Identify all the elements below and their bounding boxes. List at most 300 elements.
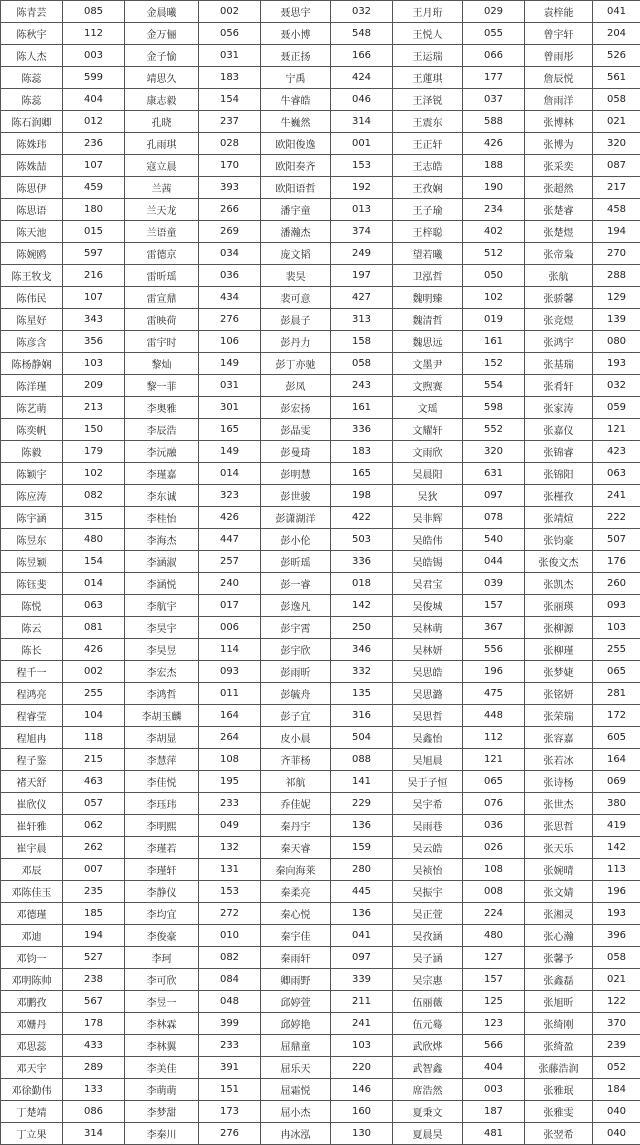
- number-cell: 281: [593, 683, 640, 705]
- name-cell: 雷宇时: [125, 331, 199, 353]
- name-cell: 李航宇: [125, 595, 199, 617]
- table-row: [1, 903, 640, 925]
- name-cell: 程旭冉: [1, 727, 63, 749]
- number-cell: 003: [63, 45, 125, 67]
- number-cell: 003: [463, 1079, 525, 1101]
- name-cell: 李海杰: [125, 529, 199, 551]
- number-cell: 255: [593, 639, 640, 661]
- number-cell: 396: [593, 925, 640, 947]
- number-cell: 056: [199, 23, 261, 45]
- number-cell: 184: [593, 1079, 640, 1101]
- number-cell: 243: [331, 375, 393, 397]
- name-cell: 宁禹: [261, 67, 331, 89]
- number-cell: 157: [463, 969, 525, 991]
- table-row: [1, 485, 640, 507]
- number-cell: 481: [463, 1123, 525, 1145]
- name-cell: 伍元蓦: [393, 1013, 463, 1035]
- number-cell: 463: [63, 771, 125, 793]
- number-cell: 159: [331, 837, 393, 859]
- name-cell: 陈秋宇: [1, 23, 63, 45]
- number-cell: 069: [593, 771, 640, 793]
- number-cell: 049: [199, 815, 261, 837]
- table-row: [1, 595, 640, 617]
- number-cell: 527: [63, 947, 125, 969]
- number-cell: 503: [331, 529, 393, 551]
- number-cell: 224: [463, 903, 525, 925]
- number-cell: 237: [199, 111, 261, 133]
- number-cell: 426: [63, 639, 125, 661]
- table-row: [1, 45, 640, 67]
- name-cell: 詹雨洋: [525, 89, 593, 111]
- table-row: [1, 309, 640, 331]
- number-cell: 266: [199, 199, 261, 221]
- number-cell: 026: [463, 837, 525, 859]
- table-row: [1, 265, 640, 287]
- name-cell: 李昊宇: [125, 617, 199, 639]
- number-cell: 084: [199, 969, 261, 991]
- name-cell: 张槿孜: [525, 485, 593, 507]
- name-cell: 张翌希: [525, 1123, 593, 1145]
- name-cell: 邱婷艳: [261, 1013, 331, 1035]
- table-row: [1, 749, 640, 771]
- number-cell: 504: [331, 727, 393, 749]
- name-cell: 彭一睿: [261, 573, 331, 595]
- number-cell: 141: [331, 771, 393, 793]
- name-cell: 王泽锐: [393, 89, 463, 111]
- name-cell: 丁立果: [1, 1123, 63, 1145]
- name-cell: 秦宇佳: [261, 925, 331, 947]
- number-cell: 121: [463, 749, 525, 771]
- name-cell: 陈昱东: [1, 529, 63, 551]
- name-cell: 邓钧一: [1, 947, 63, 969]
- name-cell: 秦丹宇: [261, 815, 331, 837]
- name-cell: 邓明陈帅: [1, 969, 63, 991]
- number-cell: 058: [331, 353, 393, 375]
- name-cell: 吴鑫怡: [393, 727, 463, 749]
- number-cell: 113: [593, 859, 640, 881]
- name-cell: 伍丽薇: [393, 991, 463, 1013]
- table-row: [1, 639, 640, 661]
- number-cell: 007: [63, 859, 125, 881]
- name-cell: 张嘉仪: [525, 419, 593, 441]
- table-row: [1, 331, 640, 353]
- name-cell: 卫泓哲: [393, 265, 463, 287]
- name-cell: 张钧豪: [525, 529, 593, 551]
- number-cell: 065: [463, 771, 525, 793]
- name-cell: 吴雨巷: [393, 815, 463, 837]
- name-cell: 彭晶雯: [261, 419, 331, 441]
- number-cell: 272: [199, 903, 261, 925]
- number-cell: 086: [63, 1101, 125, 1123]
- number-cell: 424: [331, 67, 393, 89]
- table-row: [1, 199, 640, 221]
- table-row: [1, 111, 640, 133]
- number-cell: 012: [63, 111, 125, 133]
- number-cell: 002: [199, 1, 261, 23]
- table-row: [1, 573, 640, 595]
- name-cell: 李美佳: [125, 1057, 199, 1079]
- name-cell: 席浩然: [393, 1079, 463, 1101]
- number-cell: 112: [63, 23, 125, 45]
- number-cell: 153: [199, 881, 261, 903]
- table-row: [1, 375, 640, 397]
- name-cell: 牛巍然: [261, 111, 331, 133]
- number-cell: 260: [593, 573, 640, 595]
- number-cell: 370: [593, 1013, 640, 1035]
- name-cell: 李梦甜: [125, 1101, 199, 1123]
- name-cell: 屈鼎童: [261, 1035, 331, 1057]
- name-cell: 彭曼琦: [261, 441, 331, 463]
- number-cell: 131: [199, 859, 261, 881]
- number-cell: 343: [63, 309, 125, 331]
- name-cell: 张绮盈: [525, 1035, 593, 1057]
- table-row: [1, 89, 640, 111]
- name-cell: 雷德京: [125, 243, 199, 265]
- number-cell: 028: [199, 133, 261, 155]
- name-cell: 康志毅: [125, 89, 199, 111]
- name-cell: 秦天睿: [261, 837, 331, 859]
- number-cell: 229: [331, 793, 393, 815]
- number-cell: 136: [331, 903, 393, 925]
- table-row: [1, 463, 640, 485]
- name-cell: 彭宏扬: [261, 397, 331, 419]
- name-cell: 张若冰: [525, 749, 593, 771]
- name-cell: 李明熙: [125, 815, 199, 837]
- number-cell: 082: [199, 947, 261, 969]
- number-cell: 320: [593, 133, 640, 155]
- name-cell: 程鸿亮: [1, 683, 63, 705]
- table-row: [1, 529, 640, 551]
- name-cell: 屈乐天: [261, 1057, 331, 1079]
- name-cell: 潘瀚杰: [261, 221, 331, 243]
- table-row: [1, 991, 640, 1013]
- table-row: [1, 815, 640, 837]
- number-cell: 122: [593, 991, 640, 1013]
- name-cell: 张心瀚: [525, 925, 593, 947]
- number-cell: 021: [593, 969, 640, 991]
- name-cell: 李昱一: [125, 991, 199, 1013]
- number-cell: 063: [593, 463, 640, 485]
- number-cell: 014: [199, 463, 261, 485]
- table-row: [1, 793, 640, 815]
- number-cell: 017: [199, 595, 261, 617]
- number-cell: 164: [593, 749, 640, 771]
- table-row: [1, 1079, 640, 1101]
- name-cell: 彭凤: [261, 375, 331, 397]
- table-row: [1, 969, 640, 991]
- name-cell: 张家涛: [525, 397, 593, 419]
- name-cell: 张世杰: [525, 793, 593, 815]
- name-cell: 金万俪: [125, 23, 199, 45]
- name-cell: 张骄馨: [525, 287, 593, 309]
- name-cell: 陈奕帆: [1, 419, 63, 441]
- name-cell: 陈艺萌: [1, 397, 63, 419]
- table-row: [1, 221, 640, 243]
- name-cell: 吴宇希: [393, 793, 463, 815]
- table-row: [1, 23, 640, 45]
- number-cell: 149: [199, 353, 261, 375]
- name-cell: 李涵淑: [125, 551, 199, 573]
- name-cell: 张荣瑞: [525, 705, 593, 727]
- name-cell: 魏思远: [393, 331, 463, 353]
- name-cell: 吴皓锡: [393, 551, 463, 573]
- name-cell: 李涵悦: [125, 573, 199, 595]
- number-cell: 249: [331, 243, 393, 265]
- number-cell: 323: [199, 485, 261, 507]
- name-cell: 李萌萌: [125, 1079, 199, 1101]
- number-cell: 085: [63, 1, 125, 23]
- number-cell: 526: [593, 45, 640, 67]
- name-cell: 张俊文杰: [525, 551, 593, 573]
- number-cell: 187: [463, 1101, 525, 1123]
- table-row: [1, 925, 640, 947]
- name-cell: 孔晓: [125, 111, 199, 133]
- number-cell: 255: [63, 683, 125, 705]
- name-cell: 彭逸凡: [261, 595, 331, 617]
- number-cell: 631: [463, 463, 525, 485]
- name-cell: 皮小晨: [261, 727, 331, 749]
- number-cell: 198: [331, 485, 393, 507]
- number-cell: 057: [63, 793, 125, 815]
- number-cell: 172: [593, 705, 640, 727]
- number-cell: 039: [463, 573, 525, 595]
- number-cell: 445: [331, 881, 393, 903]
- name-cell: 祁航: [261, 771, 331, 793]
- number-cell: 097: [463, 485, 525, 507]
- name-cell: 孔雨琪: [125, 133, 199, 155]
- name-cell: 王孜娴: [393, 177, 463, 199]
- name-cell: 陈颖宇: [1, 463, 63, 485]
- number-cell: 301: [199, 397, 261, 419]
- number-cell: 176: [593, 551, 640, 573]
- table-row: [1, 1057, 640, 1079]
- name-cell: 王悦人: [393, 23, 463, 45]
- name-cell: 曾雨彤: [525, 45, 593, 67]
- number-cell: 270: [593, 243, 640, 265]
- name-cell: 张丽瑛: [525, 595, 593, 617]
- table-row: [1, 177, 640, 199]
- name-cell: 吴子涵: [393, 947, 463, 969]
- number-cell: 404: [463, 1057, 525, 1079]
- number-cell: 320: [463, 441, 525, 463]
- number-cell: 346: [331, 639, 393, 661]
- number-cell: 204: [593, 23, 640, 45]
- number-cell: 183: [331, 441, 393, 463]
- number-cell: 380: [593, 793, 640, 815]
- number-cell: 234: [463, 199, 525, 221]
- name-cell: 陈应涛: [1, 485, 63, 507]
- number-cell: 013: [331, 199, 393, 221]
- name-cell: 吴非辉: [393, 507, 463, 529]
- number-cell: 107: [63, 155, 125, 177]
- number-cell: 152: [463, 353, 525, 375]
- number-cell: 241: [593, 485, 640, 507]
- number-cell: 050: [463, 265, 525, 287]
- number-cell: 008: [463, 881, 525, 903]
- name-cell: 武欣烨: [393, 1035, 463, 1057]
- name-cell: 张湘灵: [525, 903, 593, 925]
- name-cell: 张柳源: [525, 617, 593, 639]
- number-cell: 183: [199, 67, 261, 89]
- name-cell: 兰茜: [125, 177, 199, 199]
- name-cell: 吴正萱: [393, 903, 463, 925]
- table-row: [1, 1013, 640, 1035]
- name-cell: 牛睿皓: [261, 89, 331, 111]
- name-cell: 李静仪: [125, 881, 199, 903]
- name-cell: 靖思久: [125, 67, 199, 89]
- number-cell: 154: [199, 89, 261, 111]
- name-cell: 陈毅: [1, 441, 63, 463]
- name-cell: 邓鹏孜: [1, 991, 63, 1013]
- number-cell: 157: [463, 595, 525, 617]
- number-cell: 129: [593, 287, 640, 309]
- name-cell: 魏清哲: [393, 309, 463, 331]
- number-cell: 540: [463, 529, 525, 551]
- table-row: [1, 1101, 640, 1123]
- name-cell: 李瑾嘉: [125, 463, 199, 485]
- number-cell: 160: [331, 1101, 393, 1123]
- name-cell: 张基瑞: [525, 353, 593, 375]
- name-cell: 吴林萌: [393, 617, 463, 639]
- name-cell: 张思哲: [525, 815, 593, 837]
- number-cell: 006: [199, 617, 261, 639]
- name-cell: 彭丹力: [261, 331, 331, 353]
- name-cell: 张锦阳: [525, 463, 593, 485]
- number-cell: 133: [63, 1079, 125, 1101]
- number-cell: 158: [331, 331, 393, 353]
- name-cell: 文墨尹: [393, 353, 463, 375]
- name-cell: 邓徐勤伟: [1, 1079, 63, 1101]
- name-cell: 邓姗丹: [1, 1013, 63, 1035]
- name-cell: 彭晨子: [261, 309, 331, 331]
- name-cell: 吴思潞: [393, 683, 463, 705]
- name-cell: 张靖煊: [525, 507, 593, 529]
- name-cell: 张肴轩: [525, 375, 593, 397]
- table-row: [1, 1, 640, 23]
- number-cell: 262: [63, 837, 125, 859]
- number-cell: 289: [63, 1057, 125, 1079]
- name-cell: 魏明臻: [393, 287, 463, 309]
- table-row: [1, 881, 640, 903]
- number-cell: 220: [331, 1057, 393, 1079]
- name-cell: 金晨曦: [125, 1, 199, 23]
- number-cell: 211: [331, 991, 393, 1013]
- number-cell: 102: [63, 463, 125, 485]
- number-cell: 427: [331, 287, 393, 309]
- number-cell: 063: [63, 595, 125, 617]
- name-cell: 吴思皓: [393, 661, 463, 683]
- name-cell: 吴祯怡: [393, 859, 463, 881]
- name-cell: 文煦赛: [393, 375, 463, 397]
- name-cell: 彭宇欣: [261, 639, 331, 661]
- name-cell: 望若曦: [393, 243, 463, 265]
- number-cell: 239: [593, 1035, 640, 1057]
- table-row: [1, 1123, 640, 1145]
- name-cell: 陈王牧戈: [1, 265, 63, 287]
- number-cell: 332: [331, 661, 393, 683]
- name-cell: 兰语童: [125, 221, 199, 243]
- name-cell: 秦柔亮: [261, 881, 331, 903]
- number-cell: 021: [593, 111, 640, 133]
- name-cell: 彭宇霄: [261, 617, 331, 639]
- number-cell: 264: [199, 727, 261, 749]
- number-cell: 087: [593, 155, 640, 177]
- roster-rows: [1, 1, 640, 1145]
- number-cell: 250: [331, 617, 393, 639]
- number-cell: 426: [199, 507, 261, 529]
- name-cell: 李胡玉麟: [125, 705, 199, 727]
- name-cell: 张旭昕: [525, 991, 593, 1013]
- name-cell: 陈蕊: [1, 67, 63, 89]
- number-cell: 480: [463, 925, 525, 947]
- number-cell: 065: [593, 661, 640, 683]
- name-cell: 李俊豪: [125, 925, 199, 947]
- number-cell: 161: [463, 331, 525, 353]
- name-cell: 陈婉鸥: [1, 243, 63, 265]
- number-cell: 121: [593, 419, 640, 441]
- number-cell: 315: [63, 507, 125, 529]
- name-cell: 秦雨轩: [261, 947, 331, 969]
- number-cell: 153: [331, 155, 393, 177]
- number-cell: 093: [199, 661, 261, 683]
- number-cell: 066: [463, 45, 525, 67]
- name-cell: 李瑾轩: [125, 859, 199, 881]
- number-cell: 002: [63, 661, 125, 683]
- number-cell: 037: [463, 89, 525, 111]
- table-row: [1, 353, 640, 375]
- number-cell: 081: [63, 617, 125, 639]
- name-cell: 卿雨野: [261, 969, 331, 991]
- number-cell: 548: [331, 23, 393, 45]
- number-cell: 233: [199, 793, 261, 815]
- name-cell: 欧阳俊逸: [261, 133, 331, 155]
- number-cell: 313: [331, 309, 393, 331]
- number-cell: 423: [593, 441, 640, 463]
- name-cell: 冉冰泓: [261, 1123, 331, 1145]
- table-row: [1, 617, 640, 639]
- number-cell: 040: [593, 1101, 640, 1123]
- number-cell: 078: [463, 507, 525, 529]
- name-cell: 张柳瑾: [525, 639, 593, 661]
- name-cell: 陈蕊: [1, 89, 63, 111]
- number-cell: 036: [463, 815, 525, 837]
- name-cell: 吴思哲: [393, 705, 463, 727]
- name-cell: 吴林妍: [393, 639, 463, 661]
- name-cell: 陈伟民: [1, 287, 63, 309]
- name-cell: 张采奕: [525, 155, 593, 177]
- number-cell: 561: [593, 67, 640, 89]
- name-cell: 张雅雯: [525, 1101, 593, 1123]
- number-cell: 192: [331, 177, 393, 199]
- number-cell: 213: [63, 397, 125, 419]
- name-cell: 张天乐: [525, 837, 593, 859]
- name-cell: 张楚睿: [525, 199, 593, 221]
- number-cell: 178: [63, 1013, 125, 1035]
- number-cell: 195: [199, 771, 261, 793]
- number-cell: 188: [463, 155, 525, 177]
- name-cell: 黎一菲: [125, 375, 199, 397]
- number-cell: 177: [463, 67, 525, 89]
- name-cell: 裴可意: [261, 287, 331, 309]
- number-cell: 222: [593, 507, 640, 529]
- table-row: [1, 727, 640, 749]
- number-cell: 135: [331, 683, 393, 705]
- name-cell: 崔轩雅: [1, 815, 63, 837]
- name-cell: 王子瑜: [393, 199, 463, 221]
- name-cell: 程睿莹: [1, 705, 63, 727]
- number-cell: 151: [199, 1079, 261, 1101]
- number-cell: 093: [593, 595, 640, 617]
